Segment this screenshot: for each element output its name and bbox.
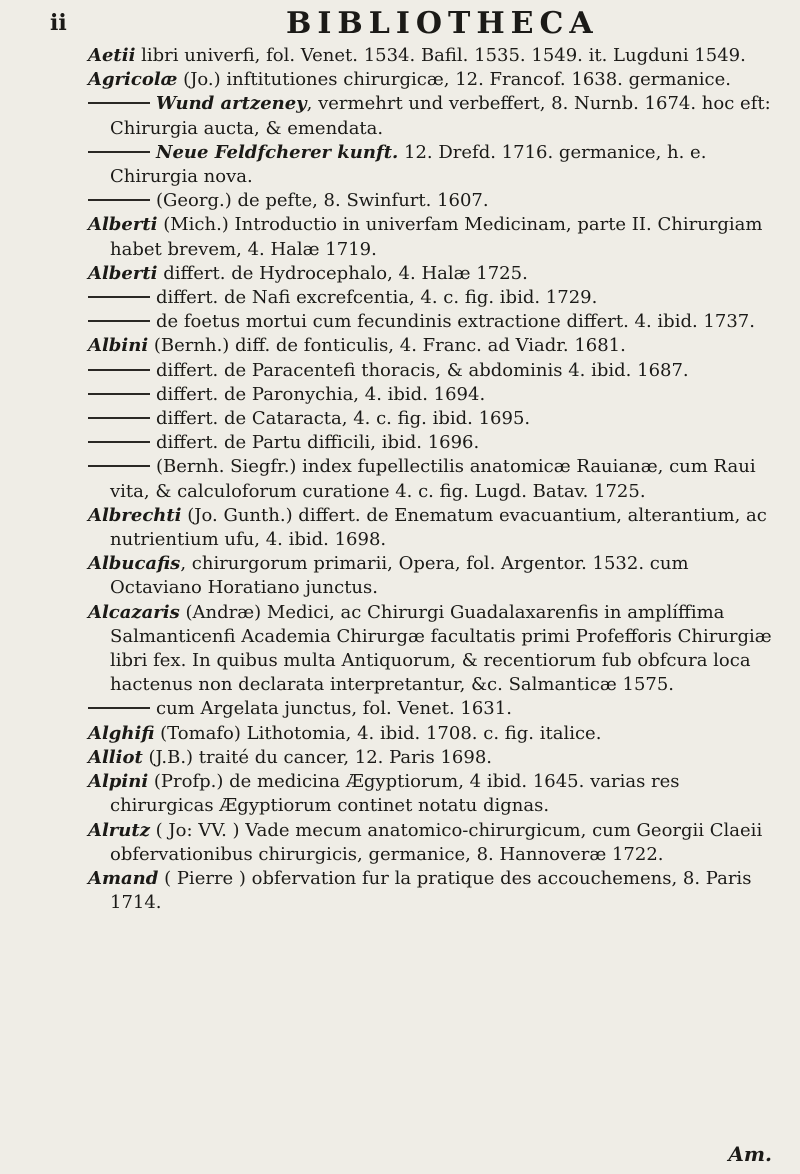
entry-text: differt. de Cataracta, 4. c. fig. ibid. 1695. [156,408,531,430]
ditto-dash [88,320,150,322]
bibliography-entry [88,770,778,818]
entry-author: Alrutz [88,819,150,841]
bibliography-entry [88,262,778,286]
bibliography-entry [88,504,778,552]
bibliography-entry [88,431,778,455]
ditto-dash [88,199,150,201]
entry-text: cum Argelata junctus, fol. Venet. 1631. [156,698,512,720]
entry-text: de foetus mortui cum fecundinis extractione differt. 4. ibid. 1737. [156,311,755,333]
bibliography-entry [88,407,778,431]
bibliography-entry [88,867,778,915]
entry-text: (Profp.) de medicina Ægyptiorum, 4 ibid. 1645. varias res chirurgicas Ægyptiorum continet notatu dignas. [110,771,680,817]
entry-author: Albini [88,335,149,357]
page-header [0,6,800,46]
entry-text: (J.B.) traité du cancer, 12. Paris 1698. [142,746,493,768]
entry-text: (Mich.) Introductio in univerfam Medicinam, parte II. Chirurgiam habet brevem, 4. Halæ 1719. [110,214,763,260]
bibliography-entry [88,359,778,383]
page-number: ii [50,10,67,36]
bibliography-entry [88,722,778,746]
entry-text: , vermehrt und verbeffert, 8. Nurnb. 1674. hoc eft: Chirurgia aucta, & emendata. [110,93,771,139]
ditto-dash [88,102,150,104]
bibliography-entry [88,213,778,261]
entry-text: (Jo. Gunth.) differt. de Enematum evacuantium, alterantium, ac nutrientium ufu, 4. ibid. 1698. [110,504,767,551]
bibliography-entry [88,92,778,140]
ditto-dash [88,393,150,395]
bibliography-entry [88,141,778,189]
bibliography-entry [88,746,778,770]
entry-text: (Tomafo) Lithotomia, 4. ibid. 1708. c. fig. italice. [154,722,602,744]
entry-author: Amand [88,867,159,889]
entry-author: Alghifi [88,722,155,744]
entry-text: , chirurgorum primarii, Opera, fol. Argentor. 1532. cum Octaviano Horatiano junctus. [110,553,689,599]
entry-text: 12. Drefd. 1716. germanice, h. e. Chirurgia nova. [110,141,707,188]
entry-text: differt. de Partu difficili, ibid. 1696. [156,432,480,454]
bibliography-entry [88,189,778,213]
bibliography-entry [88,68,778,92]
entry-text: (Andræ) Medici, ac Chirurgi Guadalaxarenfis in amplíffima Salmanticenfi Academia Chirurgæ facultatis primi Profefforis Chirurgiæ libri fex. In quibus multa Antiquorum, & recentiorum fub obfcura loca hactenus non declarata interpretantur, &c. Salmanticæ 1575. [110,601,772,696]
entry-author: Alpini [88,771,149,793]
entry-author: Wund artzeney [156,93,307,115]
entry-text: ( Jo: VV. ) Vade mecum anatomico-chirurgicum, cum Georgii Claeii obfervationibus chirurgicis, germanice, 8. Hannoveræ 1722. [110,819,763,865]
ditto-dash [88,465,150,467]
entry-text: (Jo.) inftitutiones chirurgicæ, 12. Francof. 1638. germanice. [177,69,731,91]
bibliography-entry [88,334,778,358]
entry-text: ( Pierre ) obfervation fur la pratique des accouchemens, 8. Paris 1714. [110,867,752,914]
entry-text: differt. de Hydrocephalo, 4. Halæ 1725. [157,262,528,284]
entry-text: (Georg.) de pefte, 8. Swinfurt. 1607. [156,190,489,212]
entry-text: differt. de Nafi excrefcentia, 4. c. fig. ibid. 1729. [156,287,598,309]
entry-author: Albrechti [88,504,182,526]
entry-author: Albucafis [88,553,181,575]
entry-author: Aetii [88,45,136,66]
bibliography-entry [88,552,778,600]
entry-author: Alcazaris [88,601,180,623]
ditto-dash [88,417,150,419]
entry-author: Alliot [88,746,143,768]
ditto-dash [88,369,150,371]
entry-author: Alberti [88,262,158,284]
bibliography-entry [88,601,778,698]
entry-text: (Bernh. Siegfr.) index fupellectilis anatomicæ Rauianæ, cum Raui vita, & calculoforum curatione 4. c. fig. Lugd. Batav. 1725. [110,456,756,502]
entry-author: Alberti [88,214,158,236]
entry-text: libri univerfi, fol. Venet. 1534. Bafil. 1535. 1549. it. Lugduni 1549. [135,45,746,66]
bibliography-entry [88,44,778,68]
bibliography-entries [88,44,778,915]
ditto-dash [88,707,150,709]
bibliography-entry [88,310,778,334]
ditto-dash [88,441,150,443]
entry-text: differt. de Paronychia, 4. ibid. 1694. [156,383,486,405]
bibliography-entry [88,819,778,867]
bibliography-entry [88,455,778,503]
bibliography-entry [88,286,778,310]
ditto-dash [88,151,150,153]
running-title: BIBLIOTHECA [286,6,599,41]
entry-author: Neue Feldfcherer kunft. [156,141,399,163]
entry-text: (Bernh.) diff. de fonticulis, 4. Franc. ad Viadr. 1681. [148,335,626,357]
catchword: Am. [728,1142,772,1166]
ditto-dash [88,296,150,298]
bibliography-entry [88,383,778,407]
entry-author: Agricolæ [88,69,178,91]
bibliography-entry [88,697,778,721]
entry-text: differt. de Paracentefi thoracis, & abdominis 4. ibid. 1687. [156,359,689,381]
